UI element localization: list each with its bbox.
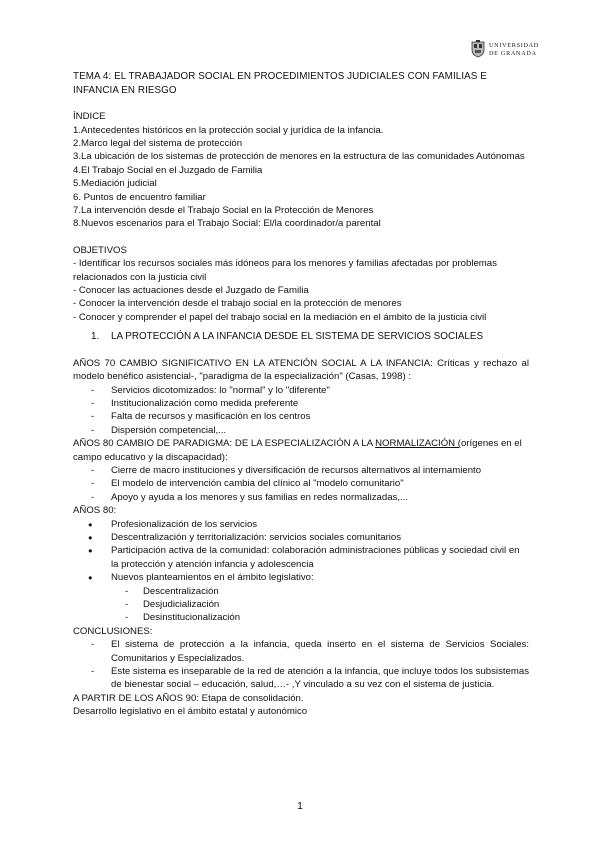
list-item: - Falta de recursos y masificación en los centros xyxy=(73,410,529,423)
indice-item: 4.El Trabajo Social en el Juzgado de Familia xyxy=(73,164,263,176)
document-title: TEMA 4: EL TRABAJADOR SOCIAL EN PROCEDIMIENTOS JUDICIALES CON FAMILIAS E INFANCIA EN RIESGO xyxy=(73,71,487,96)
logo-line-1: UNIVERSIDAD xyxy=(489,42,539,49)
indice-item: 3.La ubicación de los sistemas de protección de menores en la estructura de las comunidades Autónomas xyxy=(73,151,525,163)
list-item: ● Descentralización y territorialización: servicios sociales comunitarios xyxy=(73,531,529,544)
university-crest-icon xyxy=(470,40,486,58)
list-item: - Descentralización xyxy=(73,585,529,598)
anos80-paradigma-list xyxy=(73,464,529,504)
anos80-list xyxy=(73,518,529,585)
anos70-text: AÑOS 70 CAMBIO SIGNIFICATIVO EN LA ATENCIÓN SOCIAL A LA INFANCIA: Críticas y rechazo al modelo benéfico asistencial-, "paradigma de la especialización" (Casas, 1998) : xyxy=(73,357,529,383)
objetivos-heading: OBJETIVOS xyxy=(73,244,127,256)
anos80-paradigma-text: AÑOS 80 CAMBIO DE PARADIGMA: DE LA ESPECIALIZACIÓN A LA NORMALIZACIÓN (orígenes en el campo educativo y la discapacidad): xyxy=(73,438,522,463)
section-1-number: 1. xyxy=(91,331,100,343)
page-number: 1 xyxy=(297,800,303,812)
anos80-heading: AÑOS 80: xyxy=(73,505,117,517)
anos90-line-2: Desarrollo legislativo en el ámbito estatal y autonómico xyxy=(73,706,308,718)
indice-heading: ÍNDICE xyxy=(73,111,106,123)
list-item: - Dispersión competencial,... xyxy=(73,424,529,437)
list-item: - Servicios dicotomizados: lo "normal" y lo "diferente" xyxy=(73,384,529,397)
objetivo-item: - Conocer la intervención desde el trabajo social en la protección de menores xyxy=(73,298,402,310)
list-item: - El sistema de protección a la infancia, queda inserto en el sistema de Servicios Sociales: Comunitarios y Especializados. xyxy=(73,638,529,665)
anos80-sublist xyxy=(73,585,529,625)
indice-item: 1.Antecedentes históricos en la protección social y jurídica de la infancia. xyxy=(73,124,384,136)
logo-line-2: DE GRANADA xyxy=(489,50,537,57)
list-item: - Desjudicialización xyxy=(73,598,529,611)
conclusiones-heading: CONCLUSIONES: xyxy=(73,625,153,637)
anos70-list xyxy=(73,384,529,438)
list-item: ● Nuevos planteamientos en el ámbito legislativo: xyxy=(73,571,529,584)
indice-item: 8.Nuevos escenarios para el Trabajo Social: El/la coordinador/a parental xyxy=(73,218,381,230)
objetivo-item: - Conocer las actuaciones desde el Juzgado de Familia xyxy=(73,285,309,297)
list-item: - El modelo de intervención cambia del clínico al "modelo comunitario" xyxy=(73,477,529,490)
anos90-line-1: A PARTIR DE LOS AÑOS 90: Etapa de consolidación. xyxy=(73,692,304,704)
section-1-heading xyxy=(73,330,529,343)
list-item: - Cierre de macro instituciones y diversificación de recursos alternativos al internamiento xyxy=(73,464,529,477)
objetivo-item: - Conocer y comprender el papel del trabajo social en la mediación en el ámbito de la justicia civil xyxy=(73,311,487,323)
indice-item: 6. Puntos de encuentro familiar xyxy=(73,191,206,203)
indice-item: 2.Marco legal del sistema de protección xyxy=(73,138,243,149)
indice-item: 7.La intervención desde el Trabajo Social en la Protección de Menores xyxy=(73,205,374,217)
list-item: - Desinstitucionalización xyxy=(73,611,529,624)
indice-item: 5.Mediación judicial xyxy=(73,178,157,190)
list-item: - Este sistema es inseparable de la red de atención a la infancia, que incluye todos los subsistemas de bienestar social – educación, salud,…- ,Y vinculado a su vez con el sistema de justicia. xyxy=(73,665,529,692)
list-item: ● Participación activa de la comunidad: colaboración administraciones públicas y sociedad civil en la protección y atención infancia y adolescencia xyxy=(73,544,529,571)
university-logo xyxy=(470,40,558,60)
conclusiones-list xyxy=(73,638,529,692)
list-item: - Institucionalización como medida preferente xyxy=(73,397,529,410)
section-1-title: LA PROTECCIÓN A LA INFANCIA DESDE EL SISTEMA DE SERVICIOS SOCIALES xyxy=(111,331,484,343)
objetivo-item: - Identificar los recursos sociales más idóneos para los menores y familias afectadas por problemas relacionados con la justicia civil xyxy=(73,258,497,283)
list-item: - Apoyo y ayuda a los menores y sus familias en redes normalizadas,... xyxy=(73,491,529,504)
normalizacion-underlined: NORMALIZACIÓN ( xyxy=(375,438,461,450)
list-item: ● Profesionalización de los servicios xyxy=(73,518,529,531)
document-body xyxy=(73,70,529,719)
